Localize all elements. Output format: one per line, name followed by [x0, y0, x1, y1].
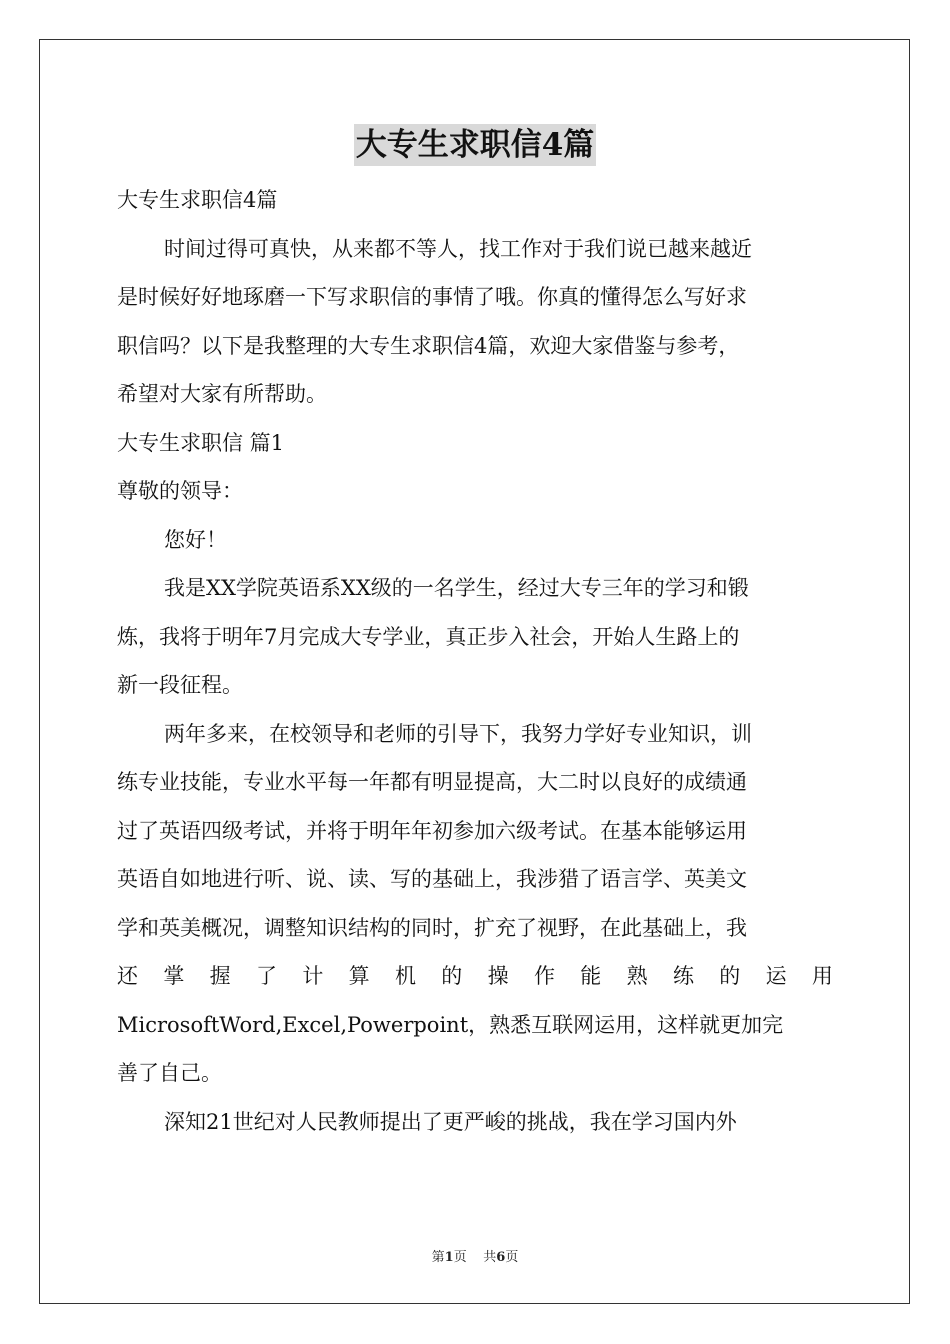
text-line: 时间过得可真快，从来都不等人，找工作对于我们说已越来越近: [164, 236, 752, 261]
text-line: 炼，我将于明年7月完成大专学业，真正步入社会，开始人生路上的: [117, 624, 740, 649]
text-line: 两年多来，在校领导和老师的引导下，我努力学好专业知识，训: [164, 721, 752, 746]
spread-text-line: [117, 952, 833, 1001]
text-line: 练专业技能，专业水平每一年都有明显提高，大二时以良好的成绩通: [117, 770, 747, 794]
text-line: 大专生求职信4篇: [117, 188, 278, 212]
spread-char: 熟: [626, 964, 648, 988]
total-prefix: 共: [483, 1250, 497, 1265]
text-line: 大专生求职信 篇1: [117, 430, 285, 455]
text-line: 是时候好好地琢磨一下写求职信的事情了哦。你真的懂得怎么写好求: [117, 285, 747, 309]
spread-char: 了: [255, 964, 277, 988]
text-line: 学和英美概况，调整知识结构的同时，扩充了视野，在此基础上，我: [117, 915, 747, 940]
title-container: [0, 124, 950, 166]
spread-char: 掌: [163, 964, 185, 988]
spread-char: 练: [672, 964, 694, 988]
page-number: 1: [444, 1250, 454, 1265]
text-line: 善了自己。: [117, 1061, 222, 1085]
total-pages: 6: [496, 1250, 506, 1265]
text-line: 希望对大家有所帮助。: [117, 382, 327, 406]
text-line: 我是XX学院英语系XX级的一名学生，经过大专三年的学习和锻: [164, 576, 749, 600]
spread-char: 的: [441, 964, 463, 988]
page-suffix: 页: [453, 1250, 467, 1265]
spread-char: 机: [394, 964, 416, 988]
spread-char: 能: [580, 964, 602, 988]
document-title: 大专生求职信4篇: [354, 124, 597, 166]
spread-char: 还: [117, 964, 138, 988]
document-body: [117, 176, 833, 1146]
page-prefix: 第: [431, 1250, 445, 1265]
text-line: 职信吗？以下是我整理的大专生求职信4篇，欢迎大家借鉴与参考，: [117, 333, 740, 358]
total-suffix: 页: [505, 1250, 519, 1265]
page-footer: [0, 1246, 950, 1265]
text-line: 您好！: [164, 527, 227, 552]
spread-char: 计: [302, 964, 324, 988]
spread-char: 的: [719, 964, 741, 988]
text-line: 过了英语四级考试，并将于明年年初参加六级考试。在基本能够运用: [117, 818, 747, 843]
text-line: 深知21世纪对人民教师提出了更严峻的挑战，我在学习国内外: [164, 1109, 737, 1134]
text-line: 英语自如地进行听、说、读、写的基础上，我涉猎了语言学、英美文: [117, 867, 747, 891]
spread-char: 操: [487, 964, 509, 988]
spread-char: 运: [765, 964, 787, 988]
spread-char: 算: [348, 964, 370, 988]
text-line: 新一段征程。: [117, 673, 243, 697]
text-line: 尊敬的领导：: [117, 479, 243, 503]
spread-char: 握: [209, 964, 231, 988]
text-line: MicrosoftWord,Excel,Powerpoint，熟悉互联网运用，这样就更加完: [117, 1012, 784, 1037]
spread-char: 作: [533, 964, 555, 988]
spread-char: 用: [811, 964, 833, 988]
